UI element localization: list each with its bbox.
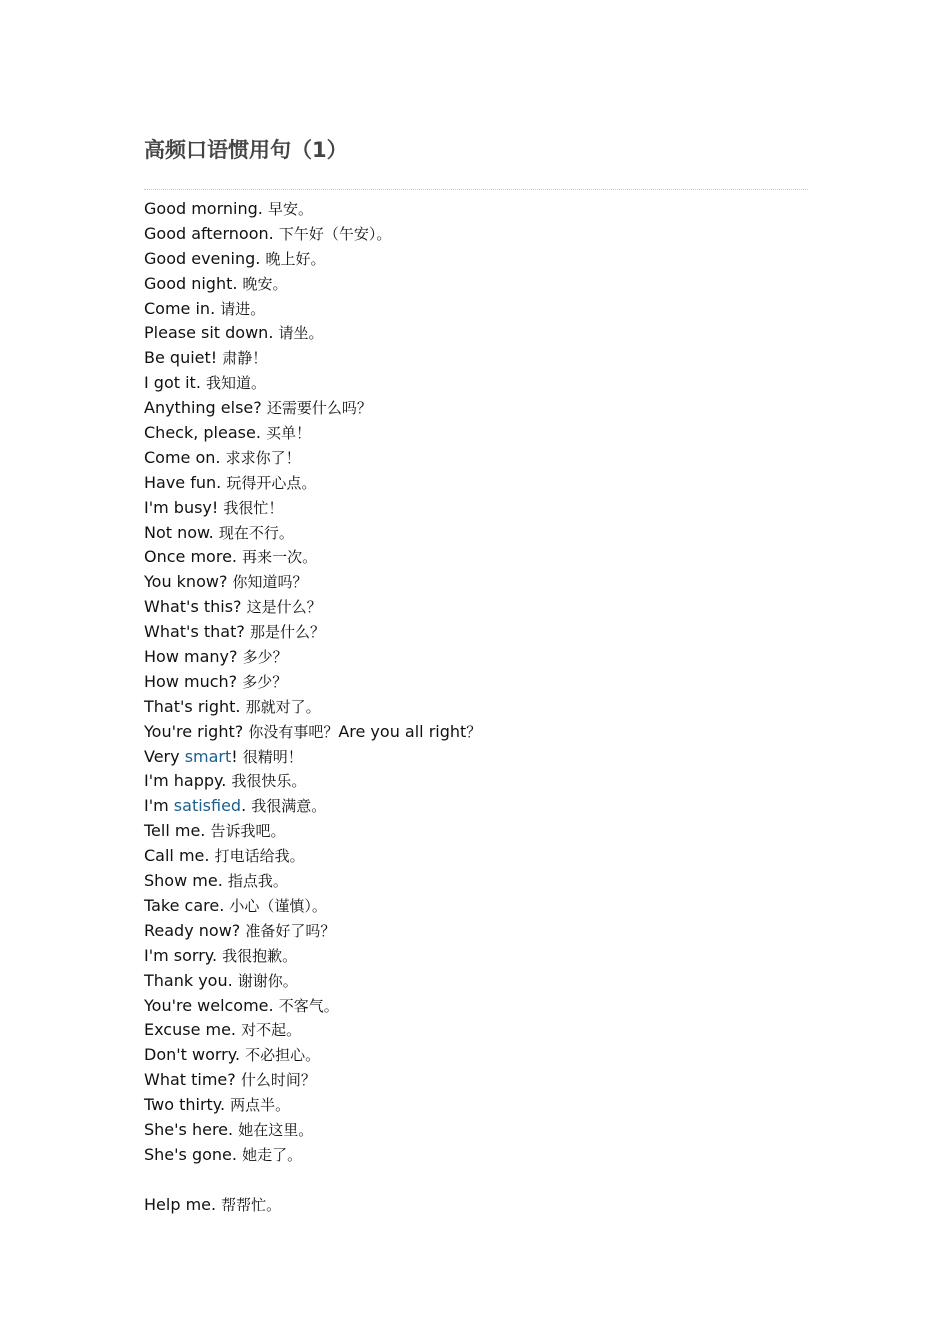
chinese-translation: 晚安。	[242, 274, 288, 293]
phrase-line	[144, 1093, 481, 1118]
phrase-line	[144, 396, 481, 421]
phrase-line	[144, 421, 481, 446]
phrase-line	[144, 695, 481, 720]
english-phrase: How much?	[144, 671, 243, 691]
english-phrase: What time?	[144, 1070, 241, 1090]
phrase-list	[144, 197, 481, 1218]
english-phrase: Help me.	[144, 1194, 222, 1214]
page-title: 高频口语惯用句（1）	[144, 138, 348, 162]
english-phrase: Tell me.	[144, 821, 211, 841]
phrase-line	[144, 1168, 481, 1218]
phrase-line	[144, 247, 481, 272]
english-phrase: You're welcome.	[144, 995, 279, 1015]
chinese-translation: 告诉我吧。	[210, 822, 286, 841]
chinese-translation: 小心（谨慎）。	[229, 896, 327, 915]
phrase-line	[144, 1143, 481, 1168]
english-phrase: Good morning.	[144, 199, 268, 218]
chinese-translation: 她在这里。	[238, 1120, 314, 1139]
phrase-line	[144, 794, 481, 819]
english-phrase: .	[241, 796, 252, 816]
english-phrase: Have fun.	[144, 472, 227, 492]
chinese-translation: 什么时间？	[240, 1071, 316, 1090]
english-phrase: Excuse me.	[144, 1020, 242, 1040]
english-phrase: Are you all right	[338, 721, 467, 741]
phrase-line	[144, 745, 481, 770]
phrase-line	[144, 894, 481, 919]
chinese-translation: 两点半。	[230, 1096, 291, 1115]
chinese-translation: 我很忙！	[223, 498, 284, 517]
english-phrase: Anything else?	[144, 398, 267, 418]
chinese-translation: 她走了。	[242, 1145, 303, 1164]
english-phrase: She's gone.	[144, 1144, 243, 1164]
phrase-line	[144, 645, 481, 670]
phrase-line	[144, 272, 481, 297]
english-phrase: Please sit down.	[144, 323, 279, 343]
phrase-line	[144, 720, 481, 745]
phrase-line	[144, 496, 481, 521]
english-phrase: Ready now?	[144, 920, 246, 940]
english-phrase: Very	[144, 746, 185, 766]
english-phrase: Be quiet!	[144, 348, 223, 368]
phrase-line	[144, 545, 481, 570]
phrase-line	[144, 944, 481, 969]
english-phrase: Take care.	[144, 895, 230, 915]
english-phrase: I'm happy.	[144, 771, 232, 791]
chinese-translation: 对不起。	[241, 1021, 302, 1040]
phrase-line	[144, 620, 481, 645]
english-phrase: Once more.	[144, 547, 243, 567]
english-phrase: !	[231, 746, 243, 766]
chinese-translation: 买单！	[266, 424, 312, 443]
phrase-line	[144, 595, 481, 620]
phrase-line	[144, 471, 481, 496]
chinese-translation: 那是什么？	[249, 623, 325, 642]
chinese-translation: 你知道吗？	[232, 573, 308, 592]
chinese-translation: 下午好（午安）。	[278, 224, 392, 243]
chinese-translation: 肃静！	[222, 349, 268, 368]
english-phrase: I'm busy!	[144, 497, 224, 517]
chinese-translation: 我很抱歉。	[222, 946, 298, 965]
english-phrase: I'm sorry.	[144, 945, 223, 965]
english-phrase: Show me.	[144, 871, 228, 891]
english-phrase: I'm	[144, 796, 174, 816]
chinese-translation: 谢谢你。	[237, 971, 298, 990]
english-phrase: Check, please.	[144, 423, 266, 443]
phrase-line	[144, 222, 481, 247]
phrase-line	[144, 446, 481, 471]
chinese-translation: 不必担心。	[245, 1046, 321, 1065]
english-phrase: Not now.	[144, 522, 219, 542]
phrase-line	[144, 321, 481, 346]
chinese-translation: 我知道。	[206, 374, 267, 393]
english-phrase: Good night.	[144, 273, 243, 293]
chinese-translation: 你没有事吧？	[248, 722, 339, 741]
phrase-line	[144, 521, 481, 546]
english-phrase: What's this?	[144, 597, 247, 617]
phrase-line	[144, 1068, 481, 1093]
chinese-translation: 帮帮忙。	[221, 1195, 282, 1214]
chinese-translation: 我很快乐。	[231, 772, 307, 791]
phrase-line	[144, 371, 481, 396]
english-phrase: How many?	[144, 647, 243, 667]
chinese-translation: ？	[466, 722, 482, 741]
english-phrase: Don't worry.	[144, 1045, 246, 1065]
chinese-translation: 玩得开心点。	[226, 473, 317, 492]
english-phrase: Good afternoon.	[144, 223, 279, 243]
chinese-translation: 那就对了。	[245, 697, 321, 716]
phrase-line	[144, 297, 481, 322]
chinese-translation: 还需要什么吗？	[266, 399, 372, 418]
phrase-line	[144, 346, 481, 371]
phrase-line	[144, 1043, 481, 1068]
chinese-translation: 不客气。	[278, 996, 339, 1015]
phrase-line	[144, 1018, 481, 1043]
english-phrase: You know?	[144, 572, 233, 592]
chinese-translation: 打电话给我。	[214, 847, 305, 866]
phrase-line	[144, 819, 481, 844]
phrase-line	[144, 844, 481, 869]
title-divider	[144, 189, 808, 190]
chinese-translation: 早安。	[267, 200, 313, 218]
phrase-line	[144, 670, 481, 695]
english-phrase: I got it.	[144, 373, 206, 393]
vocabulary-link[interactable]: smart	[184, 746, 232, 766]
chinese-translation: 多少？	[242, 648, 288, 667]
chinese-translation: 请进。	[220, 299, 266, 318]
vocabulary-link[interactable]: satisfied	[173, 796, 242, 816]
english-phrase: That's right.	[144, 696, 246, 716]
chinese-translation: 现在不行。	[218, 523, 294, 542]
chinese-translation: 我很满意。	[251, 797, 327, 816]
english-phrase: Good evening.	[144, 248, 266, 268]
document-page	[144, 134, 808, 1214]
english-phrase: Thank you.	[144, 970, 238, 990]
english-phrase: What's that?	[144, 622, 250, 642]
phrase-line	[144, 869, 481, 894]
phrase-line	[144, 570, 481, 595]
english-phrase: Come in.	[144, 298, 221, 318]
phrase-line	[144, 969, 481, 994]
english-phrase: She's here.	[144, 1119, 239, 1139]
english-phrase: Call me.	[144, 846, 215, 866]
phrase-line	[144, 919, 481, 944]
english-phrase: Come on.	[144, 447, 226, 467]
chinese-translation: 很精明！	[242, 747, 303, 766]
english-phrase: Two thirty.	[144, 1095, 231, 1115]
chinese-translation: 求求你了！	[225, 448, 301, 467]
chinese-translation: 这是什么？	[246, 598, 322, 617]
chinese-translation: 准备好了吗？	[245, 921, 336, 940]
phrase-line	[144, 197, 481, 222]
chinese-translation: 指点我。	[227, 872, 288, 891]
phrase-line	[144, 994, 481, 1019]
english-phrase: You're right?	[144, 721, 249, 741]
chinese-translation: 多少？	[242, 672, 288, 691]
chinese-translation: 晚上好。	[265, 249, 326, 268]
phrase-line	[144, 1118, 481, 1143]
chinese-translation: 再来一次。	[242, 548, 318, 567]
phrase-line	[144, 769, 481, 794]
chinese-translation: 请坐。	[278, 324, 324, 343]
